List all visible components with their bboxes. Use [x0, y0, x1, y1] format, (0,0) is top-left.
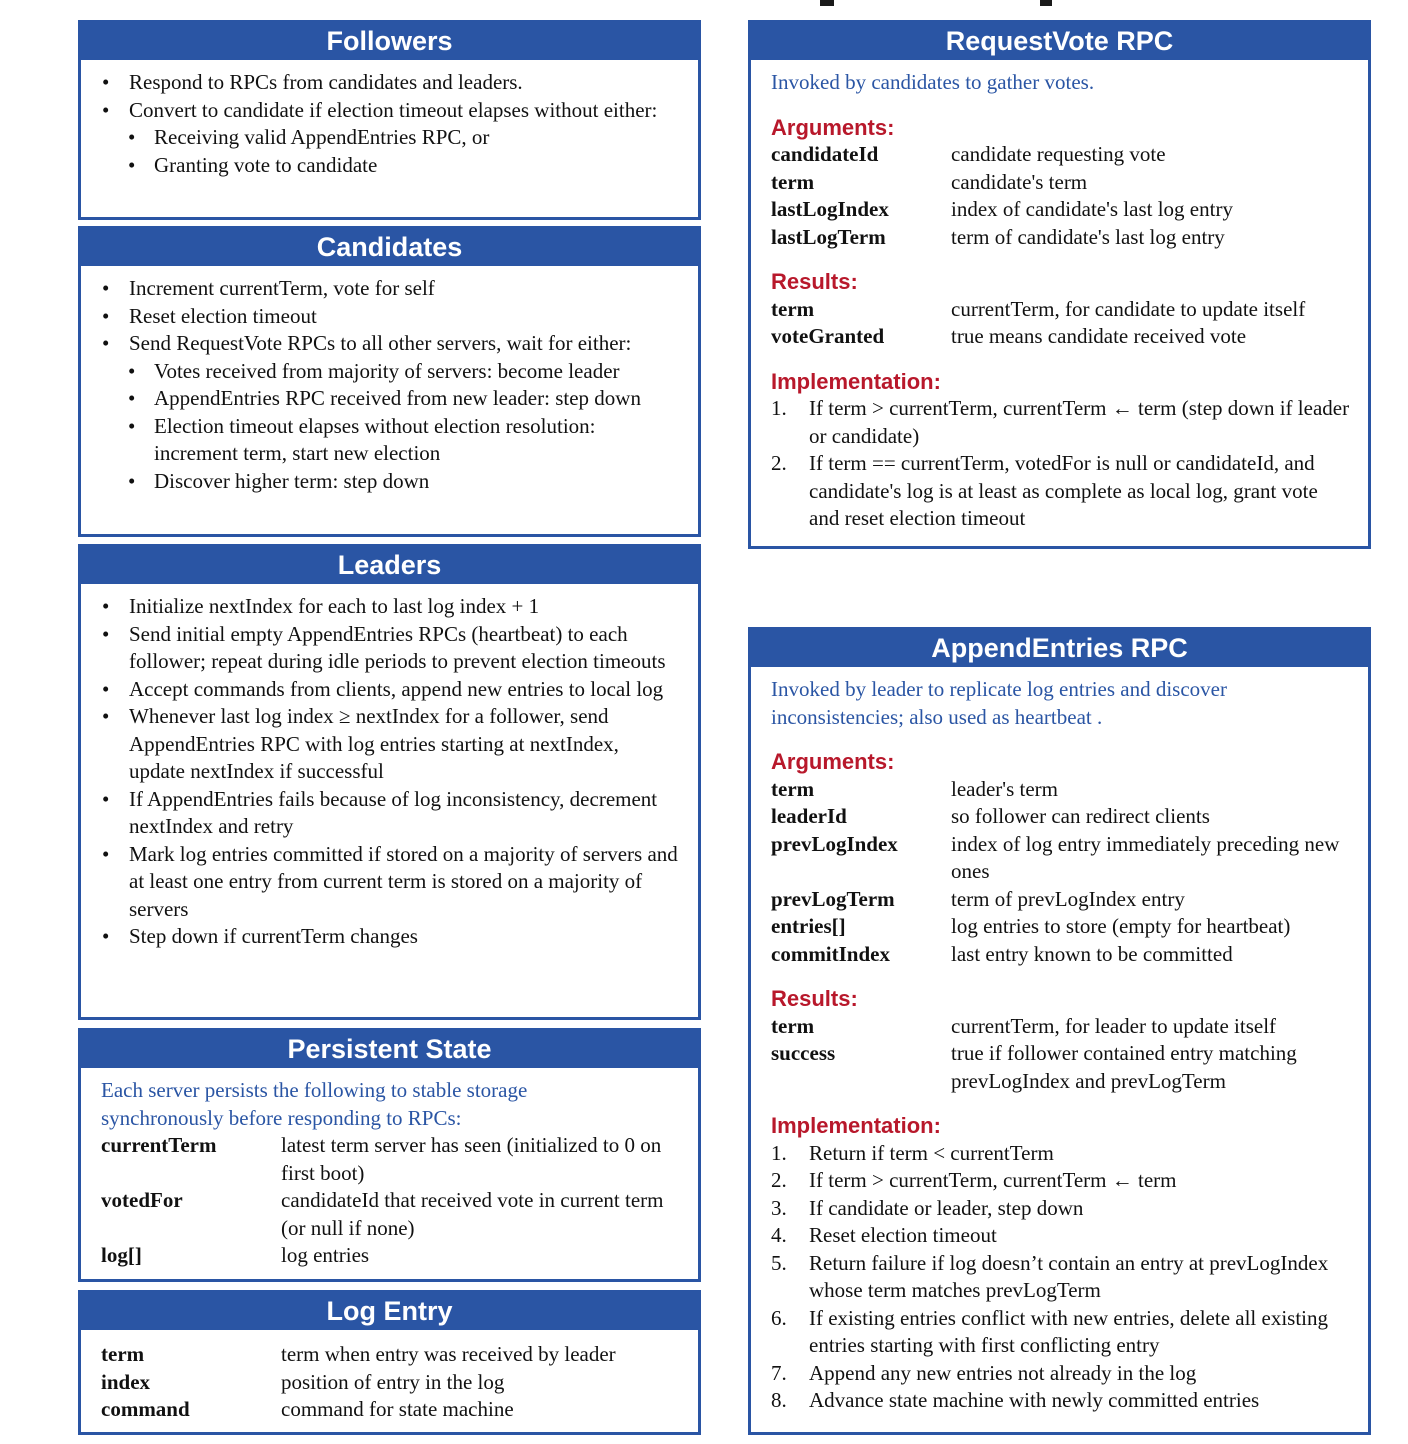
step-number: 6. [771, 1305, 787, 1330]
list-item: • Initialize nextIndex for each to last log index + 1 [83, 593, 678, 621]
implementation-step [771, 1222, 1350, 1250]
sub-list-item: • Votes received from majority of servers: become leader [83, 358, 678, 386]
candidates-box [78, 226, 701, 537]
sub-list-item: • Election timeout elapses without election resolution: increment term, start new election [83, 413, 678, 468]
leaders-box [78, 544, 701, 1020]
requestvote-intro: Invoked by candidates to gather votes. [771, 70, 1095, 94]
appendentries-intro: Invoked by leader to replicate log entries and discover inconsistencies; also used as heartbeat . [771, 677, 1227, 729]
step-text: If term > currentTerm, currentTerm ← term (step down if leader or candidate) [809, 396, 1350, 448]
list-item: • Convert to candidate if election timeout elapses without either: [83, 97, 678, 125]
result-row [771, 1040, 1350, 1095]
implementation-step [771, 1305, 1350, 1360]
argument-row [771, 224, 1350, 252]
field-row [101, 1132, 668, 1187]
field-name: index [101, 1369, 151, 1394]
log-entry-title: Log Entry [81, 1293, 698, 1330]
appendentries-rpc-title: AppendEntries RPC [751, 630, 1368, 667]
list-item: • Accept commands from clients, append new entries to local log [83, 676, 678, 704]
step-number: 1. [771, 1140, 787, 1165]
argument-description: leader's term [951, 776, 1058, 801]
implementation-heading: Implementation: [771, 368, 941, 394]
field-row [101, 1341, 668, 1369]
implementation-step [771, 395, 1350, 450]
implementation-step [771, 1195, 1350, 1223]
argument-row [771, 141, 1350, 169]
followers-title: Followers [81, 23, 698, 60]
requestvote-rpc-box [748, 20, 1371, 549]
field-description: position of entry in the log [281, 1369, 505, 1394]
implementation-step [771, 1387, 1350, 1415]
persistent-state-box [78, 1028, 701, 1282]
field-row [101, 1242, 668, 1270]
step-text: If existing entries conflict with new entries, delete all existing entries starting with first conflicting entry [809, 1305, 1329, 1357]
implementation-step [771, 1140, 1350, 1168]
step-number: 8. [771, 1388, 787, 1412]
argument-row [771, 913, 1350, 941]
list-item: • Step down if currentTerm changes [83, 923, 678, 951]
candidates-title: Candidates [81, 229, 698, 266]
argument-row [771, 169, 1350, 197]
field-description: term when entry was received by leader [281, 1342, 616, 1366]
step-number: 4. [771, 1223, 787, 1247]
field-description: latest term server has seen (initialized to 0 on first boot) [281, 1133, 662, 1185]
field-name: log[] [101, 1243, 142, 1267]
implementation-step [771, 1167, 1350, 1195]
result-description: true means candidate received vote [951, 324, 1247, 348]
field-description: log entries [281, 1243, 370, 1267]
followers-box [78, 20, 701, 220]
list-item: • Send initial empty AppendEntries RPCs (heartbeat) to each follower; repeat during idle periods to prevent election timeouts [83, 621, 678, 676]
argument-name: prevLogIndex [771, 831, 898, 856]
argument-name: commitIndex [771, 941, 890, 966]
implementation-step [771, 450, 1350, 533]
implementation-heading: Implementation: [771, 1113, 941, 1138]
step-number: 7. [771, 1360, 787, 1385]
argument-name: entries[] [771, 914, 846, 938]
list-item: • Send RequestVote RPCs to all other servers, wait for either: [83, 330, 678, 358]
field-description: candidateId that received vote in current term (or null if none) [281, 1188, 664, 1240]
argument-name: prevLogTerm [771, 886, 895, 911]
argument-description: candidate requesting vote [951, 142, 1166, 166]
field-row [101, 1187, 668, 1242]
list-item: • Reset election timeout [83, 303, 678, 331]
arguments-heading: Arguments: [771, 749, 895, 774]
appendentries-rpc-box [748, 627, 1371, 1435]
argument-description: so follower can redirect clients [951, 804, 1210, 828]
persistent-state-title: Persistent State [81, 1031, 698, 1068]
argument-name: candidateId [771, 142, 879, 166]
sub-list-item: • Discover higher term: step down [83, 468, 678, 496]
result-row [771, 323, 1350, 351]
result-description: currentTerm, for leader to update itself [951, 1013, 1277, 1038]
field-name: currentTerm [101, 1133, 217, 1157]
persistent-state-intro: Each server persists the following to stable storage synchronously before responding to RPCs: [101, 1078, 528, 1130]
step-text: Advance state machine with newly committed entries [809, 1388, 1260, 1412]
result-name: term [771, 296, 815, 321]
step-text: If candidate or leader, step down [809, 1195, 1084, 1220]
result-row [771, 296, 1350, 324]
result-name: term [771, 1013, 815, 1038]
log-entry-box [78, 1290, 701, 1435]
results-heading: Results: [771, 986, 858, 1011]
result-row [771, 1013, 1350, 1041]
field-name: term [101, 1342, 145, 1366]
list-item: • Respond to RPCs from candidates and leaders. [83, 69, 678, 97]
argument-name: lastLogIndex [771, 197, 889, 221]
argument-name: term [771, 776, 815, 801]
implementation-step [771, 1360, 1350, 1388]
results-heading: Results: [771, 269, 858, 294]
step-text: Reset election timeout [809, 1223, 997, 1247]
list-item: • If AppendEntries fails because of log inconsistency, decrement nextIndex and retry [83, 786, 678, 841]
argument-row [771, 831, 1350, 886]
argument-description: term of prevLogIndex entry [951, 886, 1185, 911]
step-number: 1. [771, 396, 787, 420]
argument-row [771, 803, 1350, 831]
argument-description: index of candidate's last log entry [951, 197, 1233, 221]
argument-description: candidate's term [951, 169, 1088, 194]
sub-list-item: • Granting vote to candidate [83, 152, 678, 180]
argument-description: log entries to store (empty for heartbeat) [951, 914, 1291, 938]
step-text: If term == currentTerm, votedFor is null or candidateId, and candidate's log is at least as complete as local log, grant vote and reset election timeout [809, 451, 1318, 530]
field-description: command for state machine [281, 1397, 514, 1421]
list-item: • Increment currentTerm, vote for self [83, 275, 678, 303]
step-text: Append any new entries not already in the log [809, 1360, 1197, 1385]
sub-list-item: • AppendEntries RPC received from new leader: step down [83, 385, 678, 413]
result-name: success [771, 1041, 836, 1065]
step-number: 2. [771, 1168, 787, 1192]
sub-list-item: • Receiving valid AppendEntries RPC, or [83, 124, 678, 152]
argument-row [771, 196, 1350, 224]
clipped-title-fragment [820, 0, 834, 6]
leaders-title: Leaders [81, 547, 698, 584]
argument-description: term of candidate's last log entry [951, 224, 1225, 249]
field-row [101, 1369, 668, 1397]
implementation-step [771, 1250, 1350, 1305]
step-text: Return if term < currentTerm [809, 1140, 1054, 1165]
field-row [101, 1396, 668, 1424]
step-text: If term > currentTerm, currentTerm ← term [809, 1168, 1177, 1192]
list-item: • Mark log entries committed if stored on a majority of servers and at least one entry from current term is stored on a majority of servers [83, 841, 678, 924]
step-number: 3. [771, 1195, 787, 1220]
step-number: 2. [771, 451, 787, 475]
result-name: voteGranted [771, 324, 885, 348]
field-name: votedFor [101, 1188, 183, 1212]
argument-name: leaderId [771, 804, 847, 828]
argument-name: lastLogTerm [771, 224, 886, 249]
clipped-title-fragment [1040, 0, 1052, 6]
result-description: true if follower contained entry matching prevLogIndex and prevLogTerm [951, 1041, 1297, 1093]
argument-row [771, 941, 1350, 969]
field-name: command [101, 1397, 190, 1421]
step-number: 5. [771, 1250, 787, 1275]
step-text: Return failure if log doesn’t contain an entry at prevLogIndex whose term matches prevLogTerm [809, 1250, 1329, 1302]
argument-name: term [771, 169, 815, 194]
argument-row [771, 886, 1350, 914]
argument-row [771, 776, 1350, 804]
result-description: currentTerm, for candidate to update itself [951, 296, 1306, 321]
arguments-heading: Arguments: [771, 114, 895, 140]
requestvote-rpc-title: RequestVote RPC [751, 23, 1368, 60]
list-item: • Whenever last log index ≥ nextIndex for a follower, send AppendEntries RPC with log entries starting at nextIndex, update nextIndex if successful [83, 703, 678, 786]
argument-description: index of log entry immediately preceding new ones [951, 831, 1340, 883]
argument-description: last entry known to be committed [951, 941, 1233, 966]
